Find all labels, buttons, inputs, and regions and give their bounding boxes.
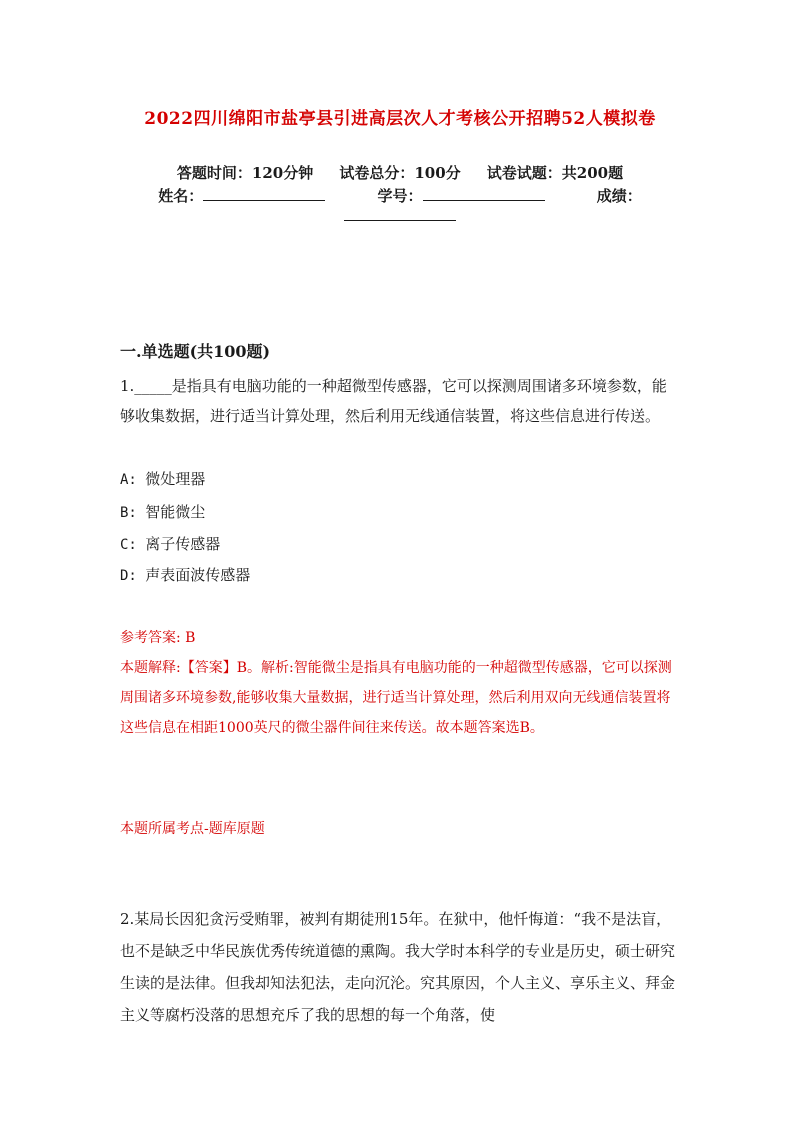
score-line [0,206,800,225]
student-id-label: 学号： [377,187,423,205]
exam-time: 答题时间：120分钟 [176,164,314,182]
option-a[interactable] [120,468,205,489]
option-b[interactable] [120,501,205,522]
name-blank[interactable] [203,186,325,201]
student-info-line [0,185,800,206]
option-text: 智能微尘 [145,503,206,521]
option-text: 离子传感器 [145,535,221,553]
reference-answer: 参考答案: B [120,630,196,646]
exam-total-score: 试卷总分：100分 [339,164,461,182]
option-key: A: [120,472,137,488]
option-d[interactable] [120,564,250,585]
option-key: B: [120,505,137,521]
page-title: 2022四川绵阳市盐亭县引进高层次人才考核公开招聘52人模拟卷 [144,109,656,129]
answer-explanation: 本题解释:【答案】B。解析:智能微尘是指具有电脑功能的一种超微型传感器，它可以探测周围诸多环境参数,能够收集大量数据，进行适当计算处理，然后利用双向无线通信装置将这些信息在相距1000英尺的微尘器件间往来传送。故本题答案选B。 [120,660,672,736]
section-heading: 一.单选题(共100题) [120,342,271,361]
score-label: 成绩： [596,187,642,205]
option-text: 声表面波传感器 [145,566,251,584]
option-c[interactable] [120,533,220,554]
name-label: 姓名： [158,187,204,205]
question-2-stem: 2.某局长因犯贪污受贿罪，被判有期徒刑15年。在狱中，他忏悔道：“我不是法盲，也不是缺乏中华民族优秀传统道德的熏陶。我大学时本科学的专业是历史，硕士研究生读的是法律。但我却知法犯法，走向沉沦。究其原因，个人主义、享乐主义、拜金主义等腐朽没落的思想充斥了我的思想的每一个角落，使 [120,910,676,1024]
student-id-blank[interactable] [423,186,545,201]
option-key: C: [120,537,137,553]
score-blank[interactable] [344,206,456,221]
knowledge-point: 本题所属考点-题库原题 [120,821,265,837]
exam-question-count: 试卷试题：共200题 [486,164,624,182]
option-key: D: [120,568,137,584]
exam-info-line [0,162,800,183]
question-1-stem: 1._____是指具有电脑功能的一种超微型传感器，它可以探测周围诸多环境参数，能够收集数据，进行适当计算处理，然后利用无线通信装置，将这些信息进行传送。 [120,377,667,425]
option-text: 微处理器 [145,470,206,488]
